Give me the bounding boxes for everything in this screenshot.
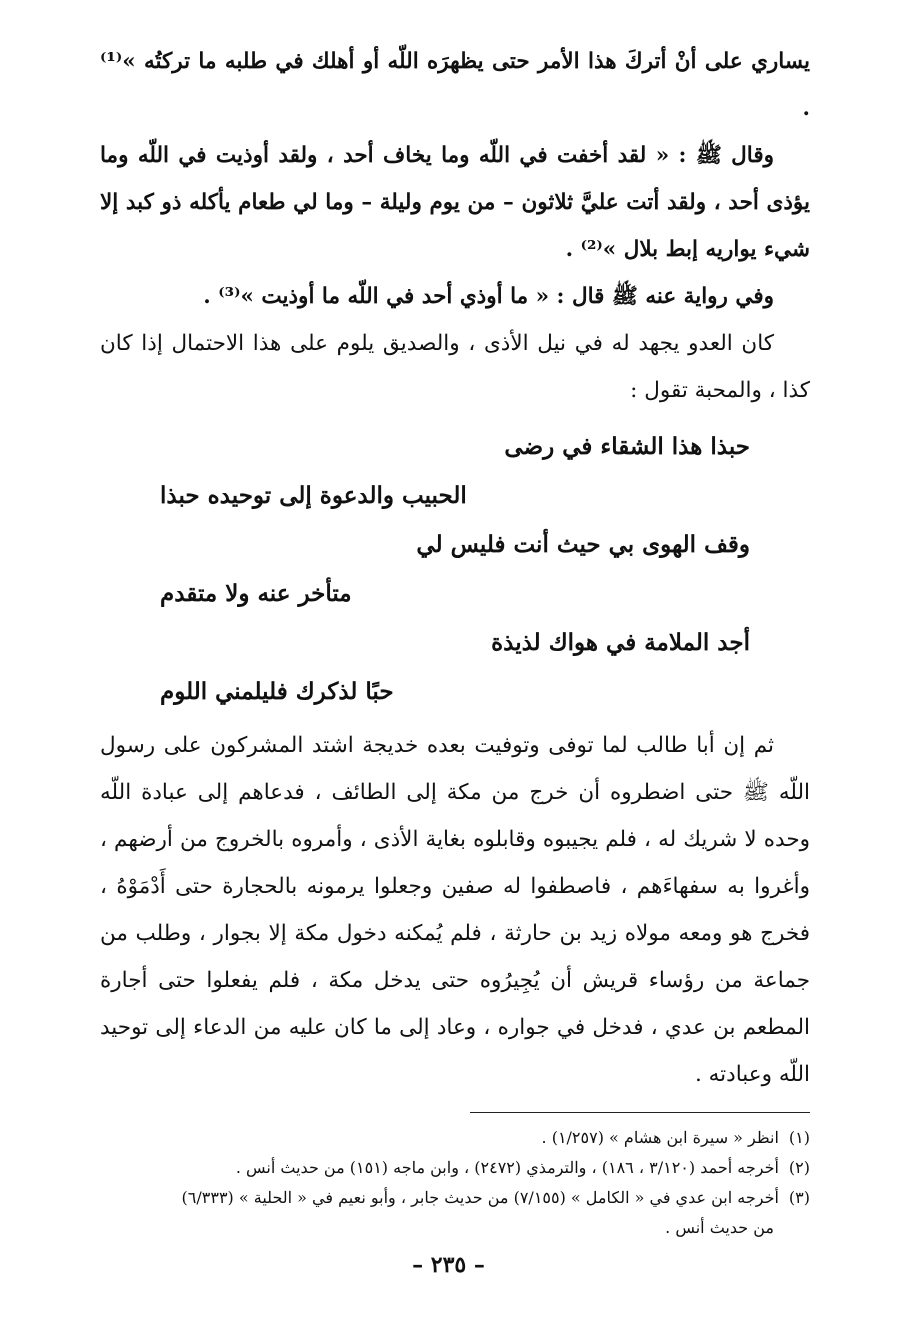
poem-line: حبًا لذكرك فليلمني اللوم (160, 678, 394, 705)
footnote-divider (470, 1112, 810, 1113)
footnote-number: (٢) (788, 1158, 810, 1177)
footnote-3-continuation: من حديث أنس . (665, 1218, 774, 1237)
footnote-number: (٣) (788, 1188, 810, 1207)
paragraph-hadith-1: وقال ﷺ : « لقد أخفت في اللّه وما يخاف أحد ، ولقد أوذيت في اللّه وما يؤذى أحد ، ولقد أتت عليَّ ثلاثون – من يوم وليلة – وما لي طعام يأكله ذو كبد إلا شيء يواريه إبط بلال »⁽²⁾ . (100, 143, 810, 262)
paragraph-taif: ثم إن أبا طالب لما توفى وتوفيت بعده خديجة اشتد المشركون على رسول اللّه ﷺ حتى اضطروه أن خرج من مكة إلى الطائف ، فدعاهم إلى عبادة اللّه وحده لا شريك له ، فلم يجيبوه وقابلوه بغاية الأذى ، وأمروه بالخروج من أرضهم ، وأغروا به سفهاءَهم ، فاصطفوا له صفين وجعلوا يرمونه بالحجارة حتى أَدْمَوْهُ ، فخرج هو ومعه مولاه زيد بن حارثة ، فلم يُمكنه دخول مكة إلا بجوار ، وطلب من جماعة من رؤساء قريش أن يُجِيرُوه حتى يدخل مكة ، فلم يفعلوا حتى أجارة المطعم بن عدي ، فدخل في جواره ، وعاد إلى ما كان عليه من الدعاء إلى توحيد اللّه وعبادته . (100, 733, 810, 1087)
poem (100, 422, 810, 716)
poem-line: وقف الهوى بي حيث أنت فليس لي (416, 531, 750, 558)
poem-line: متأخر عنه ولا متقدم (160, 580, 352, 607)
paragraph-continuation: يساري على أنْ أتركَ هذا الأمر حتى يظهرَه اللّه أو أهلك في طلبه ما تركتُه »⁽¹⁾ . (100, 49, 810, 121)
page-body (100, 38, 810, 1243)
footnote-number: (١) (788, 1128, 810, 1147)
poem-line: الحبيب والدعوة إلى توحيده حبذا (160, 482, 467, 509)
poem-line: أجد الملامة في هواك لذيذة (491, 629, 750, 656)
footnote-1 (100, 1123, 810, 1153)
footnote-2 (100, 1153, 810, 1183)
paragraph-intro-poem: كان العدو يجهد له في نيل الأذى ، والصديق يلوم على هذا الاحتمال إذا كان كذا ، والمحبة تقول : (100, 331, 810, 403)
poem-line: حبذا هذا الشقاء في رضى (504, 433, 750, 460)
footnote-text: أخرجه أحمد (٣/١٢٠ ، ١٨٦) ، والترمذي (٢٤٧٢) ، وابن ماجه (١٥١) من حديث أنس . (235, 1158, 779, 1177)
paragraph-hadith-2: وفي رواية عنه ﷺ قال : « ما أوذي أحد في اللّه ما أوذيت »⁽³⁾ . (203, 284, 774, 309)
footnote-text: أخرجه ابن عدي في « الكامل » (٧/١٥٥) من حديث جابر ، وأبو نعيم في « الحلية » (٦/٣٣٣) (181, 1188, 779, 1207)
footnote-text: انظر « سيرة ابن هشام » (١/٢٥٧) . (541, 1128, 779, 1147)
footnote-3 (100, 1183, 810, 1213)
page-number: – ٢٣٥ – (412, 1252, 485, 1278)
